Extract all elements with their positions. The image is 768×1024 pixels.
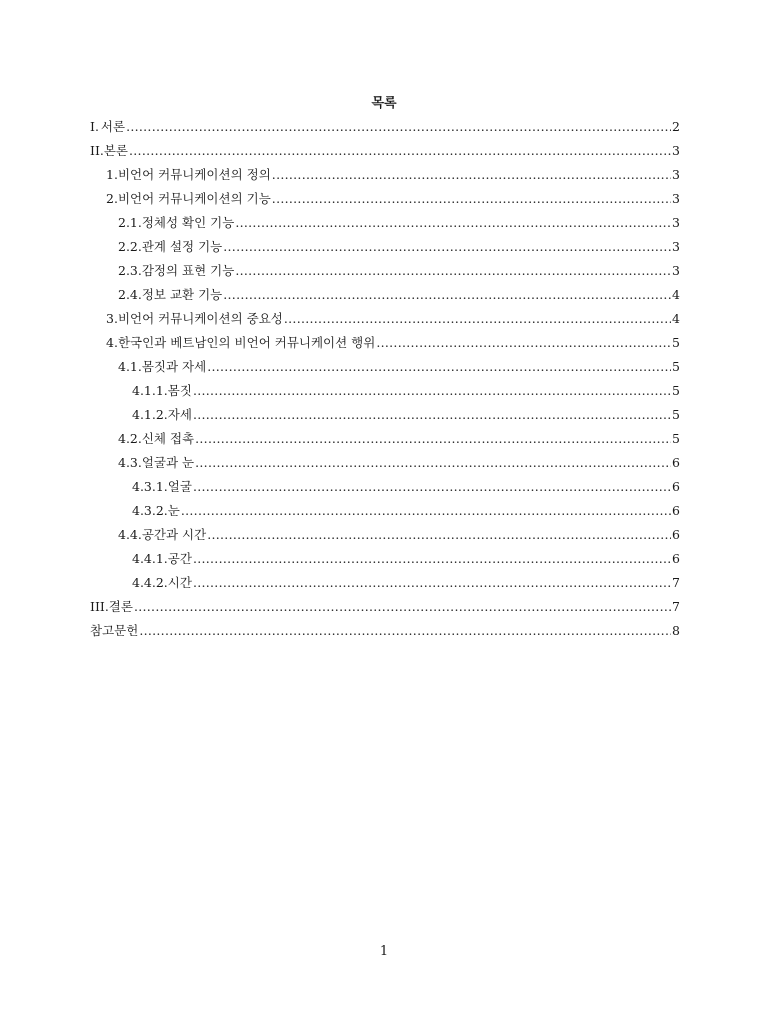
- toc-entry-page: 5: [672, 359, 680, 374]
- toc-entry[interactable]: [90, 572, 680, 596]
- toc-entry-page: 3: [672, 143, 680, 158]
- toc-entry[interactable]: [90, 284, 680, 308]
- dot-leader: [195, 428, 671, 450]
- toc-entry-number: 2.2.: [118, 239, 142, 254]
- toc-entry-label: 시간: [167, 575, 192, 590]
- toc-entry-label: 한국인과 베트남인의 비언어 커뮤니케이션 행위: [117, 335, 376, 350]
- toc-entry[interactable]: [90, 380, 680, 404]
- toc-entry[interactable]: [90, 164, 680, 188]
- dot-leader: [207, 356, 671, 378]
- toc-entry-number: 3.: [106, 311, 118, 326]
- toc-entry[interactable]: [90, 404, 680, 428]
- toc-entry-page: 8: [672, 623, 680, 638]
- toc-entry-number: II.: [90, 143, 104, 158]
- toc-entry-label: 비언어 커뮤니케이션의 정의: [117, 167, 271, 182]
- toc-entry-label: 얼굴과 눈: [141, 455, 195, 470]
- toc-entry-label: 몸짓과 자세: [141, 359, 207, 374]
- dot-leader: [134, 596, 671, 618]
- dot-leader: [193, 476, 671, 498]
- toc-entry-label: 자세: [167, 407, 192, 422]
- toc-entry-label: 공간: [167, 551, 192, 566]
- toc-entry-page: 3: [672, 191, 680, 206]
- toc-entry[interactable]: [90, 476, 680, 500]
- toc-entry[interactable]: [90, 500, 680, 524]
- toc-entry-page: 3: [672, 167, 680, 182]
- toc-entry[interactable]: [90, 212, 680, 236]
- dot-leader: [193, 380, 671, 402]
- toc-entry-number: 2.3.: [118, 263, 142, 278]
- dot-leader: [129, 140, 671, 162]
- dot-leader: [193, 548, 671, 570]
- dot-leader: [207, 524, 671, 546]
- toc-entry-number: 1.: [106, 167, 118, 182]
- toc-entry-number: 4.3.2.: [132, 503, 168, 518]
- toc-entry-page: 5: [672, 383, 680, 398]
- toc-entry-label: 얼굴: [167, 479, 192, 494]
- page-number: 1: [379, 944, 389, 959]
- toc-entry[interactable]: [90, 548, 680, 572]
- toc-entry-label: 감정의 표현 기능: [141, 263, 235, 278]
- toc-entry[interactable]: [90, 188, 680, 212]
- toc-entry-page: 2: [672, 119, 680, 134]
- toc-entry-number: 2.: [106, 191, 118, 206]
- toc-entry-page: 3: [672, 239, 680, 254]
- dot-leader: [193, 572, 671, 594]
- toc-entry-label: 비언어 커뮤니케이션의 기능: [117, 191, 271, 206]
- dot-leader: [376, 332, 671, 354]
- toc-entry-number: III.: [90, 599, 109, 614]
- toc-entry-label: 공간과 시간: [141, 527, 207, 542]
- toc-entry[interactable]: [90, 428, 680, 452]
- dot-leader: [284, 308, 671, 330]
- toc-title: 목록: [371, 96, 397, 111]
- toc-entry[interactable]: [90, 308, 680, 332]
- toc-entry-page: 3: [672, 263, 680, 278]
- toc-entry[interactable]: [90, 140, 680, 164]
- toc-entry-number: 4.3.1.: [132, 479, 168, 494]
- toc-entry-page: 6: [672, 503, 680, 518]
- toc-entry[interactable]: [90, 524, 680, 548]
- toc-entry-label: 정보 교환 기능: [141, 287, 223, 302]
- toc-entry-page: 7: [672, 599, 680, 614]
- toc-entry[interactable]: [90, 332, 680, 356]
- toc-entry-number: 4.3.: [118, 455, 142, 470]
- toc-entry-page: 6: [672, 479, 680, 494]
- toc-entry-label: 관계 설정 기능: [141, 239, 223, 254]
- toc-entry-page: 5: [672, 407, 680, 422]
- toc-entry-page: 6: [672, 455, 680, 470]
- toc-entry[interactable]: [90, 260, 680, 284]
- toc-entry-page: 7: [672, 575, 680, 590]
- toc-entry[interactable]: [90, 452, 680, 476]
- toc-entry-label: 신체 접촉: [141, 431, 195, 446]
- toc-entry-label: 결론: [108, 599, 133, 614]
- toc-entry[interactable]: [90, 620, 680, 644]
- dot-leader: [235, 212, 671, 234]
- toc-entry-number: 4.4.: [118, 527, 142, 542]
- dot-leader: [272, 164, 671, 186]
- dot-leader: [223, 284, 671, 306]
- toc-entry-label: 정체성 확인 기능: [141, 215, 235, 230]
- toc-entry-number: 4.2.: [118, 431, 142, 446]
- toc-entry-page: 3: [672, 215, 680, 230]
- toc-entry-number: 4.1.1.: [132, 383, 168, 398]
- toc-entry-label: 눈: [167, 503, 180, 518]
- toc-entry-page: 5: [672, 335, 680, 350]
- dot-leader: [195, 452, 671, 474]
- toc-entry[interactable]: [90, 356, 680, 380]
- toc-entry-number: 4.1.: [118, 359, 142, 374]
- dot-leader: [139, 620, 671, 642]
- toc-entry-page: 4: [672, 287, 680, 302]
- toc-entry-page: 6: [672, 551, 680, 566]
- toc-entry[interactable]: [90, 596, 680, 620]
- toc-entry-number: 4.: [106, 335, 118, 350]
- dot-leader: [272, 188, 671, 210]
- toc-entry-page: 5: [672, 431, 680, 446]
- dot-leader: [223, 236, 671, 258]
- toc-entry-label: 본론: [103, 143, 129, 158]
- dot-leader: [181, 500, 671, 522]
- toc-entry-number: 2.4.: [118, 287, 142, 302]
- toc-entry[interactable]: [90, 236, 680, 260]
- toc-entry-page: 4: [672, 311, 680, 326]
- toc-entry-label: 몸짓: [167, 383, 192, 398]
- table-of-contents: [90, 116, 680, 644]
- dot-leader: [126, 116, 671, 138]
- toc-entry-number: 4.4.2.: [132, 575, 168, 590]
- toc-entry-label: 참고문헌: [90, 623, 139, 638]
- toc-entry-label: 비언어 커뮤니케이션의 중요성: [117, 311, 283, 326]
- toc-entry-number: 2.1.: [118, 215, 142, 230]
- dot-leader: [193, 404, 671, 426]
- toc-entry-number: I.: [90, 119, 99, 134]
- toc-entry-page: 6: [672, 527, 680, 542]
- toc-entry-label: 서론: [100, 119, 126, 134]
- dot-leader: [235, 260, 671, 282]
- toc-entry[interactable]: [90, 116, 680, 140]
- toc-entry-number: 4.4.1.: [132, 551, 168, 566]
- toc-entry-number: 4.1.2.: [132, 407, 168, 422]
